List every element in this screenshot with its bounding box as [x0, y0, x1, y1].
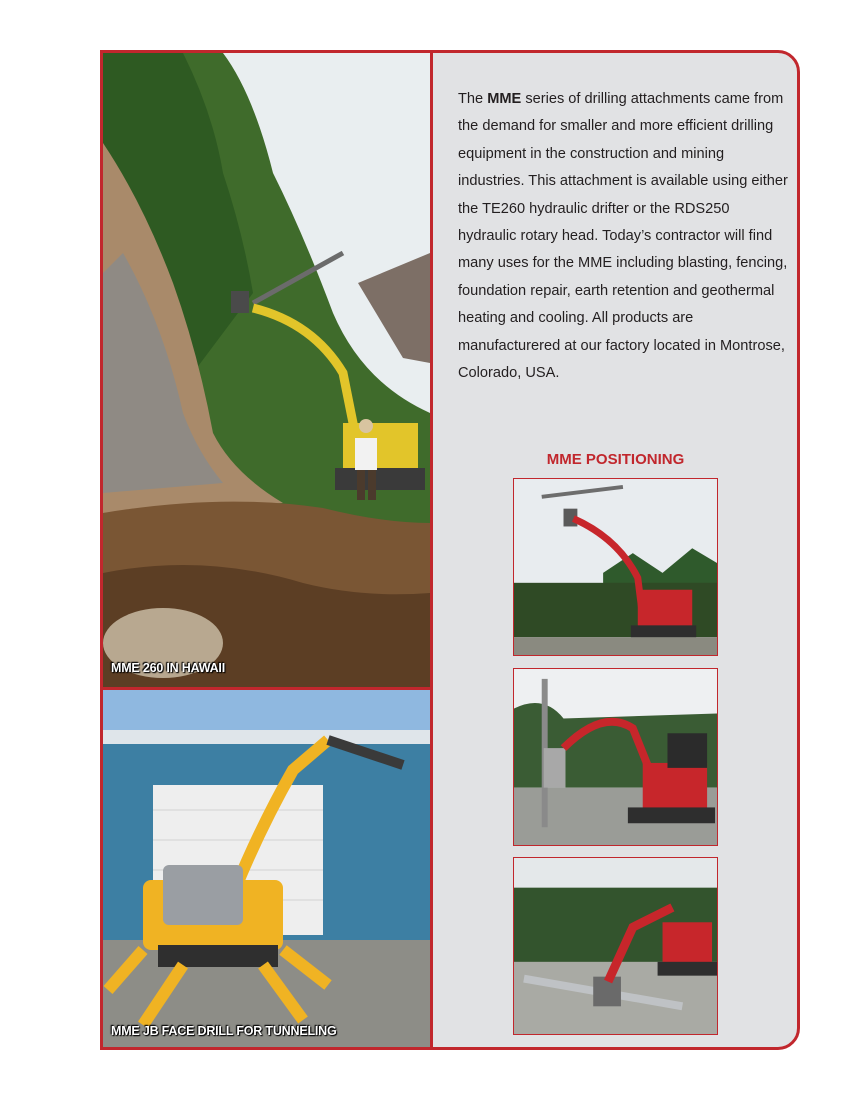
- description-brand: MME: [487, 91, 522, 107]
- positioning-title: MME POSITIONING: [546, 451, 685, 468]
- positioning-photo-1: [513, 478, 718, 656]
- positioning-photo-2: [513, 668, 718, 846]
- photo-face-drill: [103, 690, 430, 1050]
- photo-hawaii: [103, 53, 430, 687]
- description-body: series of drilling attachments came from the demand for smaller and more efficient drilling equipment in the construction and mining industries. This attachment is available using either the TE260 hydraulic drifter or the RDS250 hydraulic rotary head. Today’s contractor will find many uses for the MME including blasting, fencing, foundation repair, earth retention and geothermal heating and cooling. All products are manufacturered at our factory located in Montrose, Colorado, USA.: [458, 91, 788, 382]
- page-frame: [100, 50, 800, 1050]
- description-paragraph: [458, 86, 788, 387]
- positioning-photo-3: [513, 857, 718, 1035]
- photo-caption-face-drill: MME JB FACE DRILL FOR TUNNELING: [111, 1024, 337, 1038]
- photo-caption-hawaii: MME 260 IN HAWAII: [111, 661, 225, 675]
- column-divider: [430, 53, 433, 1047]
- description-intro: The: [458, 91, 488, 107]
